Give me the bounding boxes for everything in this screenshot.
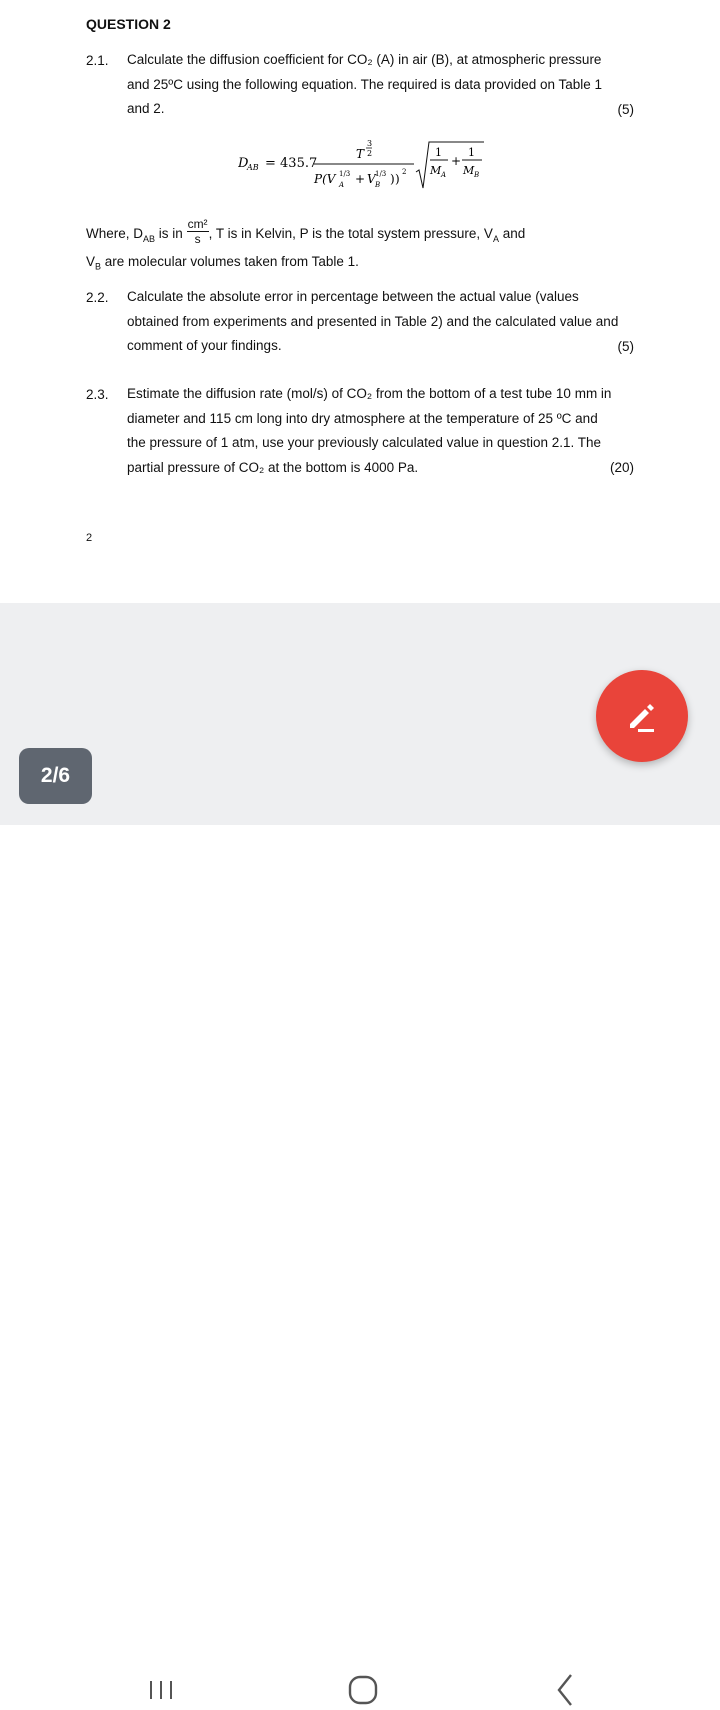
where-sub-a: A	[492, 233, 499, 244]
formula-ma: M	[430, 164, 442, 177]
system-navbar	[0, 825, 720, 913]
where2-rest: are molecular volumes taken from Table 1.	[101, 254, 359, 269]
q21-line2: and 25ºC using the following equation. The required is data provided on Table 1	[127, 76, 603, 92]
page-indicator[interactable]: 2/6	[19, 748, 92, 804]
svg-text:1/3: 1/3	[339, 170, 351, 178]
where-line-1	[86, 217, 526, 249]
unit-numerator: cm²	[187, 217, 208, 231]
page-number: 2	[86, 532, 93, 544]
where2-prefix: V	[86, 254, 96, 269]
formula-mb-sub: B	[474, 171, 480, 179]
formula-mb: M	[463, 164, 475, 177]
svg-text:): )	[390, 172, 395, 186]
formula-exp-den: 2	[367, 149, 373, 158]
question-heading: QUESTION 2	[86, 16, 171, 32]
q22-number: 2.2.	[86, 290, 109, 305]
recent-apps-icon[interactable]	[141, 1670, 181, 1710]
q22-text	[127, 285, 635, 359]
q21-marks: (5)	[617, 102, 634, 117]
q23-line2: diameter and 115 cm long into dry atmosphere at the temperature of 25 ºC and	[127, 410, 598, 426]
pencil-icon	[624, 698, 660, 734]
q23-number: 2.3.	[86, 387, 109, 402]
svg-text:V: V	[367, 172, 376, 186]
q23-marks: (20)	[609, 460, 634, 475]
unit-fraction	[187, 217, 209, 246]
q22-marks: (5)	[617, 339, 634, 354]
edit-fab-button[interactable]	[596, 670, 688, 762]
where-line-2	[86, 254, 359, 272]
q23-line4: partial pressure of CO₂ at the bottom is 4000 Pa.	[127, 459, 419, 475]
q22-line1: Calculate the absolute error in percentage between the actual value (values	[127, 289, 579, 304]
formula-sqrt-one-b: 1	[468, 146, 475, 159]
formula-equals: = 435.7	[265, 156, 318, 171]
svg-text:1/3: 1/3	[375, 170, 387, 178]
formula-lhs: D	[238, 156, 249, 171]
formula-exp-num: 3	[367, 139, 373, 148]
q21-line1: Calculate the diffusion coefficient for CO₂ (A) in air (B), at atmospheric pressure	[127, 52, 602, 67]
home-icon[interactable]	[343, 1670, 383, 1710]
q22-line3: comment of your findings.	[127, 338, 282, 353]
back-icon[interactable]	[545, 1670, 585, 1710]
formula-lhs-sub: AB	[247, 163, 259, 172]
q23-line3: the pressure of 1 atm, use your previously calculated value in question 2.1. The	[127, 435, 602, 450]
svg-text:B: B	[375, 181, 381, 189]
q22-line2: obtained from experiments and presented in Table 2) and the calculated value and	[127, 313, 619, 329]
svg-text:+: +	[451, 154, 462, 168]
svg-text:+: +	[355, 172, 366, 186]
unit-denominator: s	[194, 232, 201, 246]
svg-text:2: 2	[402, 168, 407, 176]
where-end: and	[498, 226, 526, 242]
where-sub-ab: AB	[143, 233, 156, 244]
q21-number: 2.1.	[86, 53, 109, 68]
document-page	[0, 0, 720, 603]
where-suffix: , T is in Kelvin, P is the total system pressure, V	[208, 226, 493, 242]
where-prefix: Where, D	[86, 226, 144, 242]
formula-numerator: T	[356, 147, 365, 161]
q21-line3: and 2.	[127, 101, 165, 116]
formula-ma-sub: A	[441, 171, 447, 179]
where2-sub-b: B	[95, 261, 102, 272]
formula-sqrt-one-a: 1	[435, 146, 442, 159]
diffusion-equation	[238, 136, 498, 194]
q23-text	[127, 382, 635, 480]
svg-text:A: A	[339, 181, 345, 189]
svg-text:): )	[395, 172, 400, 186]
where-mid: is in	[155, 226, 183, 242]
formula-denominator: P(V	[314, 172, 336, 186]
q21-text	[127, 48, 635, 122]
q23-line1: Estimate the diffusion rate (mol/s) of CO₂ from the bottom of a test tube 10 mm in	[127, 386, 612, 401]
